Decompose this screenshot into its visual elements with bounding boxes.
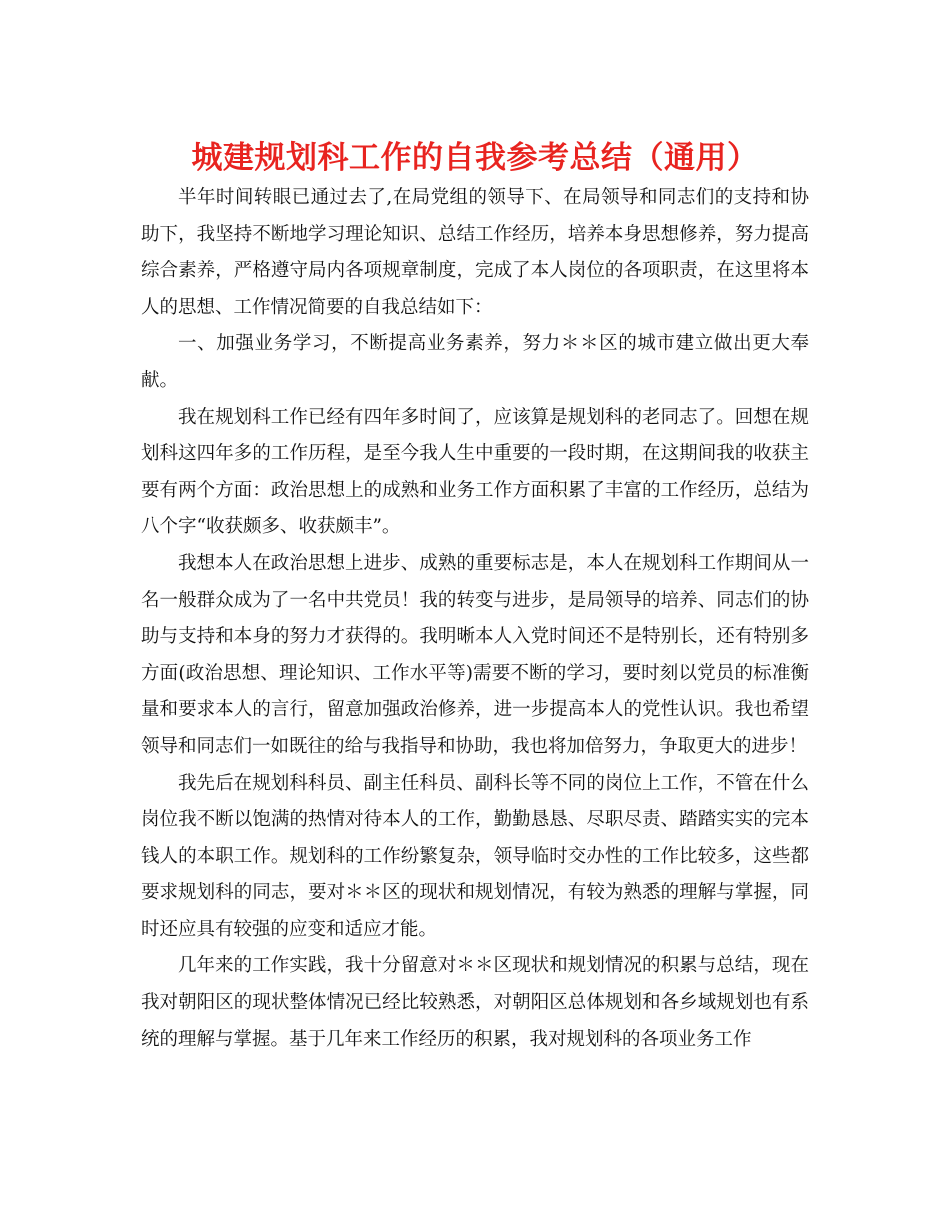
paragraph-experience: 我在规划科工作已经有四年多时间了，应该算是规划科的老同志了。回想在规划科这四年多的工作历程，是至今我人生中重要的一段时期，在这期间我的收获主要有两个方面：政治思想上的成熟和业务工作方面积累了丰富的工作经历，总结为八个字“收获颇多、收获颇丰”。 — [141, 406, 809, 538]
document-title: 城建规划科工作的自我参考总结（通用） — [191, 140, 759, 176]
paragraph-section-heading: 一、加强业务学习，不断提高业务素养，努力＊＊区的城市建立做出更大奉献。 — [141, 333, 809, 391]
paragraph-practice: 几年来的工作实践，我十分留意对＊＊区现状和规划情况的积累与总结，现在我对朝阳区的现状整体情况已经比较熟悉，对朝阳区总体规划和各乡域规划也有系统的理解与掌握。基于几年来工作经历的积累，我对规划科的各项业务工作 — [141, 955, 809, 1050]
paragraph-positions: 我先后在规划科科员、副主任科员、副科长等不同的岗位上工作，不管在什么岗位我不断以饱满的热情对待本人的工作，勤勤恳恳、尽职尽责、踏踏实实的完本钱人的本职工作。规划科的工作纷繁复杂，领导临时交办性的工作比较多，这些都要求规划科的同志，要对＊＊区的现状和规划情况，有较为熟悉的理解与掌握，同时还应具有较强的应变和适应才能。 — [141, 772, 809, 940]
paragraph-intro: 半年时间转眼已通过去了,在局党组的领导下、在局领导和同志们的支持和协助下，我坚持不断地学习理论知识、总结工作经历，培养本身思想修养，努力提高综合素养，严格遵守局内各项规章制度，完成了本人岗位的各项职责，在这里将本人的思想、工作情况简要的自我总结如下： — [141, 187, 809, 318]
document-body — [141, 180, 809, 1058]
paragraph-political-growth: 我想本人在政治思想上进步、成熟的重要标志是，本人在规划科工作期间从一名一般群众成为了一名中共党员！我的转变与进步，是局领导的培养、同志们的协助与支持和本身的努力才获得的。我明晰本人入党时间还不是特别长，还有特别多方面(政治思想、理论知识、工作水平等)需要不断的学习，要时刻以党员的标准衡量和要求本人的言行，留意加强政治修养，进一步提高本人的党性认识。我也希望领导和同志们一如既往的给与我指导和协助，我也将加倍努力，争取更大的进步！ — [141, 552, 809, 757]
